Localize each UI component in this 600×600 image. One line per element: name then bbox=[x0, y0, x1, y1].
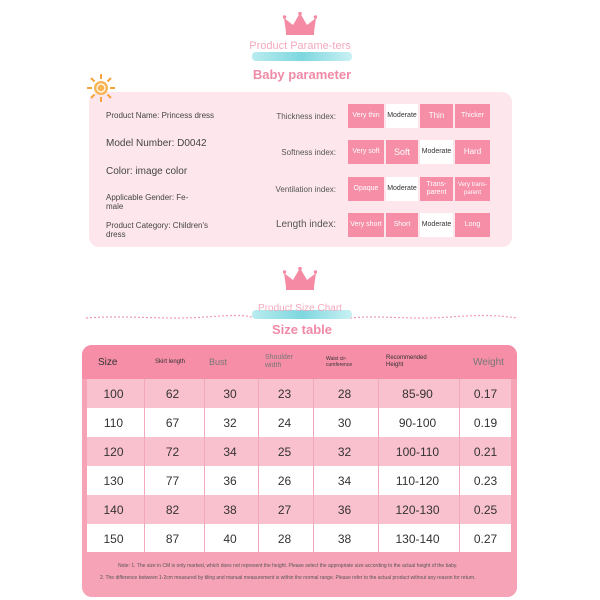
softness-option: Soft bbox=[386, 140, 418, 164]
note-2: 2. The difference between 1-2cm measured by tiling and manual measurement is within the normal range. Please refer to the actual product without any reason for return. bbox=[100, 575, 476, 581]
product-category: Product Category: Children's dress bbox=[106, 221, 209, 239]
length-option: Long bbox=[455, 213, 490, 237]
cell-size: 150 bbox=[103, 531, 124, 546]
cell-weight: 0.27 bbox=[473, 531, 498, 546]
crown-icon bbox=[283, 12, 317, 36]
table-row bbox=[87, 379, 511, 408]
cell-recommended-height: 110-120 bbox=[395, 473, 440, 488]
decorative-dotted-wave bbox=[86, 313, 256, 321]
cell-skirt-length: 62 bbox=[165, 386, 180, 401]
table-row bbox=[87, 408, 511, 437]
applicable-gender: Applicable Gender: Fe-male bbox=[106, 193, 189, 211]
cell-waist: 32 bbox=[337, 444, 352, 459]
header-weight: Weight bbox=[473, 356, 504, 368]
cell-weight: 0.21 bbox=[473, 444, 498, 459]
cell-waist: 28 bbox=[337, 386, 352, 401]
cell-waist: 30 bbox=[337, 415, 352, 430]
size-table-title: Size table bbox=[272, 322, 332, 337]
length-option: Short bbox=[386, 213, 418, 237]
header-skirt-length: Skirt length bbox=[155, 358, 186, 365]
cell-skirt-length: 72 bbox=[165, 444, 180, 459]
crown-icon bbox=[283, 267, 317, 291]
product-name: Product Name: Princess dress bbox=[106, 111, 215, 120]
size-chart-title-en: Product Size Chart bbox=[258, 303, 342, 314]
cell-recommended-height: 85-90 bbox=[402, 386, 433, 401]
cell-waist: 38 bbox=[337, 531, 352, 546]
table-row bbox=[87, 495, 511, 524]
decorative-dotted-wave bbox=[350, 313, 518, 321]
header-bust: Bust bbox=[209, 357, 228, 367]
cell-skirt-length: 87 bbox=[165, 531, 180, 546]
column-divider bbox=[313, 379, 314, 552]
thickness-option: Very thin bbox=[348, 104, 384, 128]
cell-skirt-length: 67 bbox=[165, 415, 180, 430]
size-table bbox=[82, 345, 517, 597]
cell-shoulder-width: 25 bbox=[277, 444, 292, 459]
column-divider bbox=[459, 379, 460, 552]
header-waist-circumference: Waist cir-cumference bbox=[326, 356, 353, 368]
cell-shoulder-width: 26 bbox=[277, 473, 292, 488]
cell-recommended-height: 90-100 bbox=[398, 415, 437, 430]
header-shoulder-width: Shoulder width bbox=[265, 354, 294, 369]
ventilation-index-label: Ventilation index: bbox=[275, 185, 336, 194]
softness-index-label: Softness index: bbox=[281, 148, 336, 157]
thickness-option: Thin bbox=[420, 104, 453, 128]
cell-bust: 32 bbox=[223, 415, 237, 430]
ventilation-option: Very trans-parent bbox=[455, 177, 490, 201]
thickness-option: Thicker bbox=[455, 104, 490, 128]
length-option: Very short bbox=[348, 213, 384, 237]
cell-weight: 0.25 bbox=[473, 502, 498, 517]
cell-size: 140 bbox=[103, 502, 124, 517]
thickness-index-label: Thickness index: bbox=[276, 112, 336, 121]
cell-bust: 38 bbox=[223, 502, 237, 517]
product-color: Color: image color bbox=[106, 166, 188, 177]
cell-size: 120 bbox=[103, 444, 124, 459]
cell-shoulder-width: 27 bbox=[277, 502, 292, 517]
cell-shoulder-width: 28 bbox=[277, 531, 292, 546]
baby-parameter-title-en: Product Parame-ters bbox=[249, 40, 351, 52]
cell-shoulder-width: 23 bbox=[277, 386, 292, 401]
column-divider bbox=[204, 379, 205, 552]
softness-option-selected: Moderate bbox=[420, 140, 453, 164]
cell-skirt-length: 82 bbox=[165, 502, 180, 517]
heading-highlight bbox=[252, 52, 352, 61]
cell-bust: 34 bbox=[223, 444, 237, 459]
cell-weight: 0.19 bbox=[473, 415, 498, 430]
cell-waist: 36 bbox=[337, 502, 352, 517]
baby-parameter-title: Baby parameter bbox=[252, 67, 352, 82]
length-option-selected: Moderate bbox=[420, 213, 453, 237]
cell-size: 100 bbox=[103, 386, 124, 401]
sun-icon bbox=[86, 73, 116, 103]
column-divider bbox=[258, 379, 259, 552]
ventilation-option: Trans-parent bbox=[420, 177, 453, 201]
length-index-label: Length index: bbox=[275, 219, 336, 230]
table-header bbox=[82, 345, 517, 379]
cell-waist: 34 bbox=[337, 473, 352, 488]
thickness-option-selected: Moderate bbox=[386, 104, 418, 128]
cell-bust: 40 bbox=[223, 531, 237, 546]
cell-shoulder-width: 24 bbox=[277, 415, 292, 430]
cell-recommended-height: 120-130 bbox=[395, 502, 440, 517]
column-divider bbox=[378, 379, 379, 552]
model-number: Model Number: D0042 bbox=[106, 138, 207, 149]
cell-size: 130 bbox=[103, 473, 124, 488]
cell-recommended-height: 100-110 bbox=[395, 444, 440, 459]
softness-option: Hard bbox=[455, 140, 490, 164]
table-row bbox=[87, 466, 511, 495]
cell-bust: 30 bbox=[223, 386, 237, 401]
table-row bbox=[87, 437, 511, 466]
cell-bust: 36 bbox=[223, 473, 237, 488]
column-divider bbox=[144, 379, 145, 552]
cell-weight: 0.23 bbox=[473, 473, 498, 488]
header-recommended-height: Recommended Height bbox=[386, 355, 427, 368]
table-row bbox=[87, 524, 511, 553]
header-size: Size bbox=[98, 356, 118, 368]
cell-skirt-length: 77 bbox=[165, 473, 180, 488]
note-1: Note: 1. The size in CM is only marked, which does not represent the height. Please select the appropriate size according to the actual height of the baby. bbox=[118, 563, 458, 569]
cell-weight: 0.17 bbox=[473, 386, 498, 401]
ventilation-option-selected: Moderate bbox=[386, 177, 418, 201]
cell-size: 110 bbox=[103, 415, 124, 430]
notes-area bbox=[82, 552, 517, 597]
ventilation-option: Opaque bbox=[348, 177, 384, 201]
softness-option: Very soft bbox=[348, 140, 384, 164]
cell-recommended-height: 130-140 bbox=[395, 531, 440, 546]
